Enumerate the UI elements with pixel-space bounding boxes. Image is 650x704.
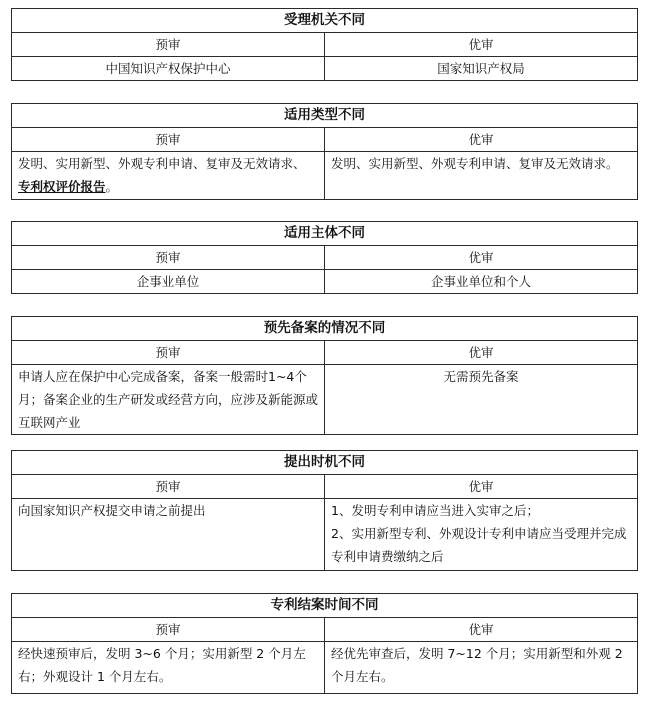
cell-pre: 经快速预审后，发明 3~6 个月；实用新型 2 个月左右；外观设计 1 个月左右。 [12,642,325,694]
table-acceptance-authority [11,8,638,81]
table-applicable-type [11,103,638,200]
col-header-prior: 优审 [325,618,638,642]
col-header-prior: 优审 [325,246,638,270]
cell-pre-text: 发明、实用新型、外观专利申请、复审及无效请求、 [18,156,306,171]
col-header-pre: 预审 [12,246,325,270]
col-header-prior: 优审 [325,33,638,57]
section-title: 适用主体不同 [12,222,638,246]
table-filing-timing [11,450,638,571]
cell-prior: 企事业单位和个人 [325,270,638,294]
cell-pre: 向国家知识产权提交申请之前提出 [12,499,325,571]
cell-pre: 申请人应在保护中心完成备案，备案一般需时1~4个月；备案企业的生产研发或经营方向，应涉及新能源或互联网产业 [12,365,325,435]
section-title: 受理机关不同 [12,9,638,33]
col-header-pre: 预审 [12,33,325,57]
table-closing-time [11,593,638,694]
col-header-pre: 预审 [12,128,325,152]
col-header-pre: 预审 [12,475,325,499]
table-pre-filing [11,316,638,435]
cell-prior: 国家知识产权局 [325,57,638,81]
section-title: 预先备案的情况不同 [12,317,638,341]
cell-pre [12,152,325,200]
section-title: 适用类型不同 [12,104,638,128]
col-header-prior: 优审 [325,475,638,499]
col-header-prior: 优审 [325,128,638,152]
cell-prior: 发明、实用新型、外观专利申请、复审及无效请求。 [325,152,638,200]
table-applicable-subject [11,221,638,294]
col-header-pre: 预审 [12,341,325,365]
cell-pre: 企事业单位 [12,270,325,294]
section-title: 专利结案时间不同 [12,594,638,618]
cell-pre: 中国知识产权保护中心 [12,57,325,81]
cell-pre-emphasis: 专利权评价报告 [18,179,106,194]
cell-prior: 经优先审查后，发明 7~12 个月；实用新型和外观 2 个月左右。 [325,642,638,694]
col-header-prior: 优审 [325,341,638,365]
cell-prior-item-2: 2、实用新型专利、外观设计专利申请应当受理并完成专利申请费缴纳之后 [331,526,627,564]
cell-prior [325,499,638,571]
cell-prior-item-1: 1、发明专利申请应当进入实审之后； [331,503,539,518]
cell-pre-tail: 。 [105,179,119,194]
col-header-pre: 预审 [12,618,325,642]
section-title: 提出时机不同 [12,451,638,475]
cell-prior: 无需预先备案 [325,365,638,435]
